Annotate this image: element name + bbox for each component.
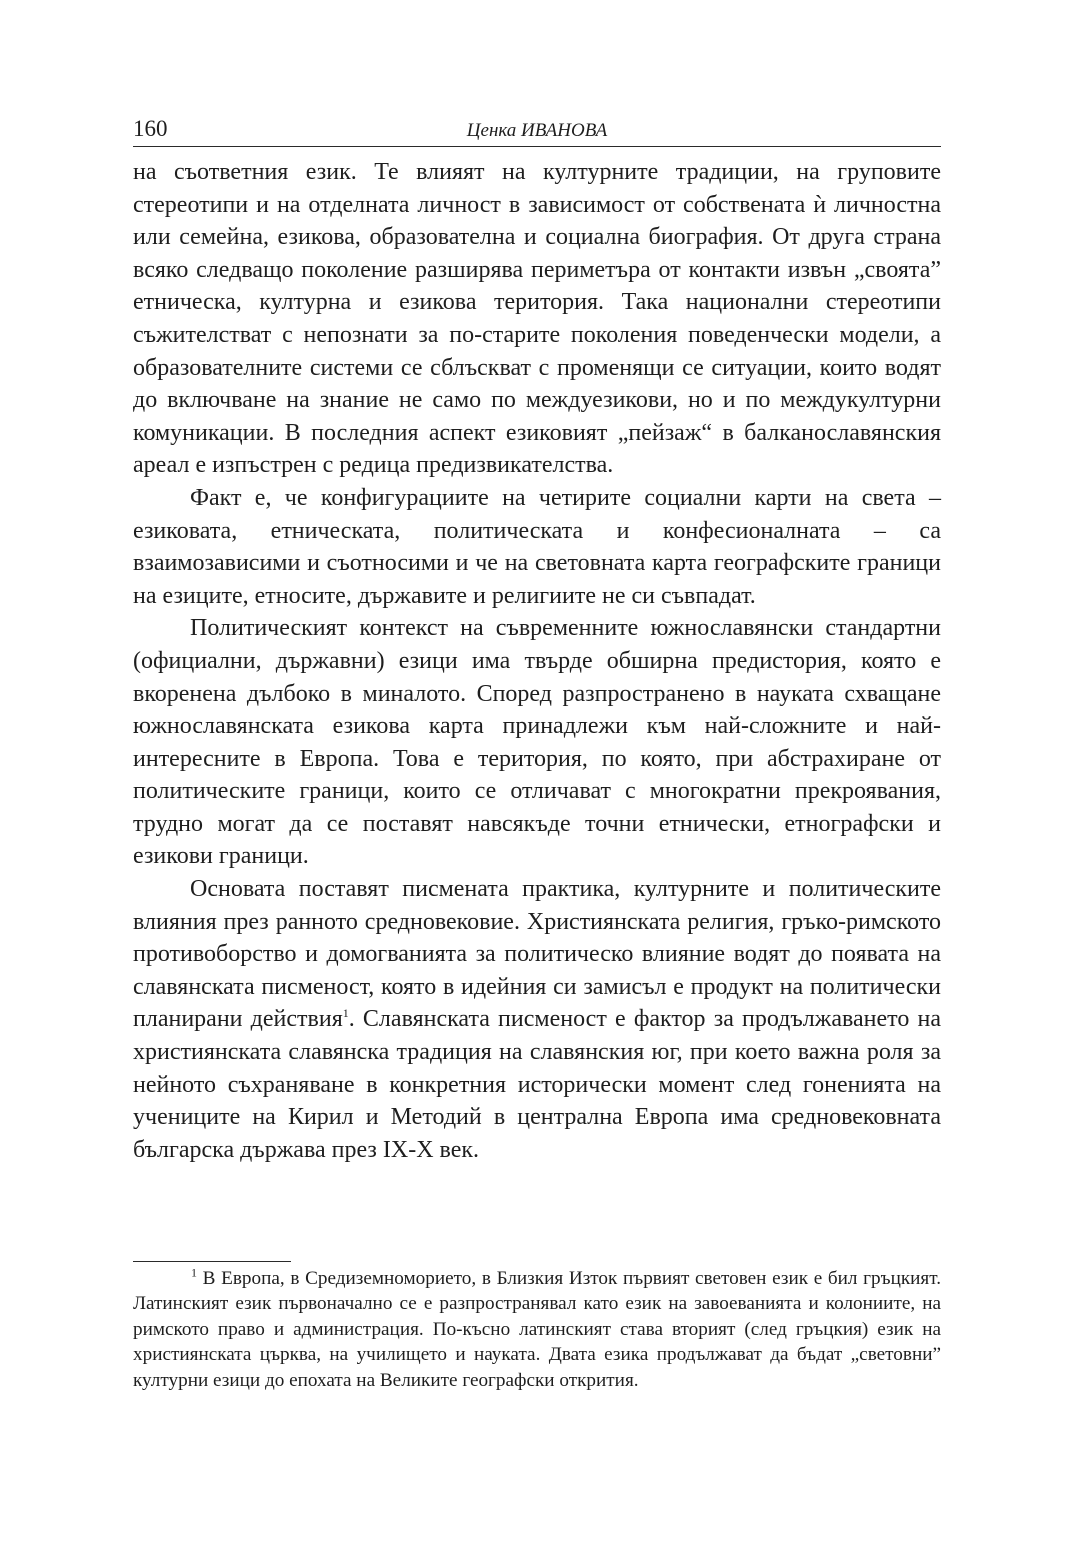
running-title: Ценка ИВАНОВА bbox=[466, 120, 608, 141]
footnote-text: В Европа, в Средиземноморието, в Близкия Изток първият световен език е бил гръцкият. Латинският език първоначално се е разпространявал като език на завоеванията и колониите, на римското право и администрация. По-късно латинският става вторият (след гръцкия) език на християнската църква, на училището и науката. Двата езика продължават да бъдат „световни” културни езици до епохата на Великите географски открития. bbox=[133, 1268, 941, 1391]
paragraph-slavic-writing bbox=[133, 873, 941, 1166]
footnote bbox=[133, 1266, 941, 1393]
paragraph-continued: на съответния език. Те влияят на културните традиции, на груповите стереотипи и на отделната личност в зависимост от собствената ѝ личностна или семейна, езикова, образователна и социална биография. От друга страна всяко следващо поколение разширява периметъра от контакти извън „своята” етническа, културна и езикова територия. Така национални стереотипи съжителстват с непознати за по-старите поколения поведенчески модели, а образователните системи се сблъскват с променящи се ситуации, които водят до включване на знание не само по междуезикови, но и по междукултурни комуникации. В последния аспект езиковият „пейзаж“ в балканославянския ареал е изпъстрен с редица предизвикателства. bbox=[133, 159, 941, 479]
paragraph-political-context: Политическият контекст на съвременните южнославянски стандартни (официални, държавни) езици има твърде обширна предистория, която е вкоренена дълбоко в миналото. Според разпространено в науката схващане южнославянската езикова карта принадлежи към най-сложните и най-интересните в Европа. Това е територия, по която, при абстрахиране от политическите граници, които се отличават с многократни прекроявания, трудно могат да се поставят навсякъде точни етнически, етнографски и езикови граници. bbox=[133, 615, 941, 870]
paragraph-social-maps: Факт е, че конфигурациите на четирите социални карти на света – езиковата, етническата, политическата и конфесионалната – са взаимозависими и съотносими и че на световната карта географските граници на езиците, етносите, държавите и религиите не си съвпадат. bbox=[133, 484, 941, 609]
footnote-reference[interactable]: 1 bbox=[342, 1006, 349, 1021]
footnote-separator bbox=[133, 1261, 291, 1262]
footnote-marker: 1 bbox=[191, 1265, 197, 1280]
book-page bbox=[133, 112, 941, 1166]
running-header bbox=[133, 112, 941, 147]
paragraph-text-part-1: Основата поставят писмената практика, културните и политическите влияния през ранното средновековие. Християнската религия, гръко-римското противоборство и домогванията за политическо влияние водят до появата на славянската писменост, която в идейния си замисъл е продукт на политически планирани действия bbox=[133, 876, 941, 1033]
main-text bbox=[133, 156, 941, 1166]
page-number: 160 bbox=[133, 116, 168, 141]
paragraph-text-part-2: . Славянската писменост е фактор за продължаването на християнската славянска традиция на славянския юг, при което важна роля за нейното съхраняване в конкретния исторически момент след гоненията на учениците на Кирил и Методий в централна Европа има средновековната българска държава през IX-X век. bbox=[133, 1006, 942, 1163]
